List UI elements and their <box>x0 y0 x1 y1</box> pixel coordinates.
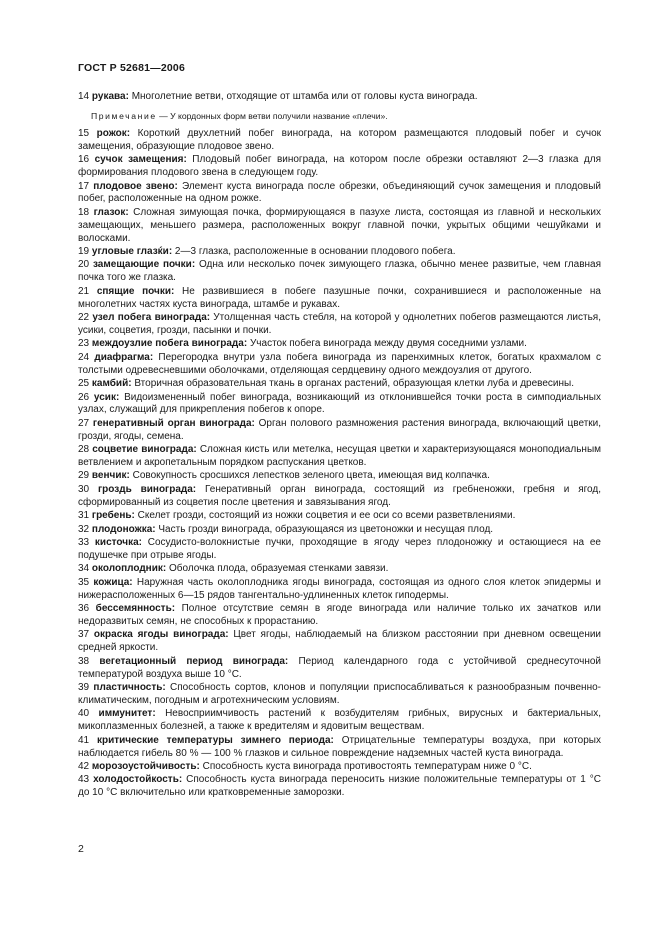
term-number: 36 <box>78 603 90 615</box>
term-number: 27 <box>78 417 90 429</box>
term-number: 41 <box>78 734 90 746</box>
document-body <box>78 91 601 801</box>
term-number: 15 <box>78 127 90 139</box>
term-definition: Способность сортов, клонов и популяции приспосабливаться к разнообразным почвенно-климатическим, погодным и агротехническим условиям. <box>78 681 601 706</box>
term-name: сучок замещения: <box>94 154 187 166</box>
term-entry <box>78 761 601 774</box>
term-definition: Сосудисто-волокнистые пучки, проходящие в ягоду через плодоножку и остающиеся на ее подушечке при отрыве ягоды. <box>78 537 601 561</box>
term-name: кожица: <box>93 576 133 588</box>
term-name: рукава: <box>91 91 129 102</box>
term-name: плодоножка: <box>91 523 156 535</box>
term-entry <box>78 537 601 563</box>
term-name: плодовое звено: <box>93 180 178 192</box>
term-name: спящие почки: <box>96 285 175 297</box>
term-entry <box>78 207 601 246</box>
term-number: 14 <box>78 91 90 102</box>
term-name: бессемянность: <box>95 603 176 615</box>
term-number: 23 <box>78 338 90 350</box>
term-definition: Генеративный орган винограда, состоящий из гребненожки, гребня и ягод, сформированный из соцветия после цветения и завязывания ягод. <box>78 483 602 508</box>
term-name: соцветие винограда: <box>92 444 197 456</box>
term-definition: Наружная часть околоплодника ягоды винограда, состоящая из одного слоя клеток эпидермы и нижерасположенных 6—15 рядов тангентально-удлиненных клеток гиподермы. <box>78 576 602 601</box>
term-entry <box>78 629 601 655</box>
term-entry <box>78 708 601 734</box>
term-entry <box>78 286 601 312</box>
term-name: венчик: <box>91 470 130 482</box>
term-number: 30 <box>78 483 90 495</box>
term-entry <box>78 524 601 537</box>
term-entry <box>78 735 601 761</box>
term-entry <box>78 259 601 285</box>
term-definition: Перегородка внутри узла побега винограда из паренхимных клеток, богатых крахмалом с толстыми одревесневшими оболочками, отделяющая сердцевину одного междоузлия от другого. <box>78 351 601 376</box>
term-name: холодостойкость: <box>93 774 183 786</box>
term-number: 40 <box>78 708 90 720</box>
term-name: гроздь винограда: <box>98 483 197 495</box>
term-definition: Способность куста винограда противостоять температурам ниже 0 °С. <box>199 760 532 772</box>
term-number: 32 <box>78 523 90 535</box>
term-definition: Отрицательные температуры воздуха, при которых наблюдается гибель 80 % — 100 % глазков и сильное повреждение надземных частей куста винограда. <box>78 734 601 759</box>
term-number: 34 <box>78 563 90 575</box>
term-definition: Цвет ягоды, наблюдаемый на близком расстоянии при дневном освещении средней яркости. <box>78 629 602 654</box>
term-entry <box>78 563 601 576</box>
term-definition: Многолетние ветви, отходящие от штамба или от головы куста винограда. <box>128 91 478 102</box>
term-name: узел побега винограда: <box>92 312 211 324</box>
term-number: 33 <box>78 537 90 548</box>
entry-slot-first <box>78 91 601 104</box>
term-definition: Участок побега винограда между двумя соседними узлами. <box>247 338 527 350</box>
term-name: критические температуры зимнего периода: <box>96 734 334 746</box>
term-definition: Сложная кисть или метелка, несущая цветки и характеризующаяся моноподиальным ветвлением и акропетальным порядком распускания цветков. <box>78 444 602 469</box>
term-entry <box>78 577 601 603</box>
term-entry <box>78 91 601 104</box>
term-number: 25 <box>78 378 90 390</box>
term-entry <box>78 774 601 800</box>
term-name: морозоустойчивость: <box>91 760 200 772</box>
term-definition: Короткий двухлетний побег винограда, на котором размещаются плодовый побег и сучок замещения, образующие плодовое звено. <box>78 127 602 152</box>
term-name: вегетационный период винограда: <box>99 655 289 667</box>
term-name: околоплодник: <box>91 563 167 575</box>
term-name: генеративный орган винограда: <box>92 417 255 429</box>
term-definition: Часть грозди винограда, образующаяся из цветоножки и несущая плод. <box>155 523 494 535</box>
term-number: 18 <box>78 206 90 218</box>
document-header-code: ГОСТ Р 52681—2006 <box>78 62 186 74</box>
term-definition: Не развившиеся в побеге пазушные почки, сохранившиеся и расположенные на многолетних частях куста винограда, штамбе и рукавах. <box>78 285 601 310</box>
term-number: 39 <box>78 681 90 693</box>
term-name: пластичность: <box>93 681 166 693</box>
term-entry <box>78 444 601 470</box>
term-definition: Утолщенная часть стебля, на которой у однолетних побегов размещаются листья, усики, соцветия, грозди, пасынки и почки. <box>78 312 601 336</box>
term-entry <box>78 603 601 629</box>
entry-list <box>78 128 601 800</box>
term-definition: Способность куста винограда переносить низкие положительные температуры от 1 °С до 10 °С включительно или кратковременные заморозки. <box>78 774 601 799</box>
term-name: гребень: <box>91 510 135 522</box>
term-entry <box>78 352 601 378</box>
term-definition: Совокупность сросшихся лепестков зеленого цвета, имеющая вид колпачка. <box>129 470 490 482</box>
note-text: — У кордонных форм ветви получили название «плечи». <box>156 110 388 121</box>
term-definition: Оболочка плода, образуемая стенками завязи. <box>166 563 389 575</box>
term-entry <box>78 312 601 338</box>
term-name: кисточка: <box>94 537 142 548</box>
term-entry <box>78 378 601 391</box>
term-name: замещающие почки: <box>92 259 196 271</box>
term-definition: Вторичная образовательная ткань в органах растений, образующая клетки луба и древесины. <box>131 378 575 390</box>
term-number: 29 <box>78 470 90 482</box>
term-number: 22 <box>78 312 90 324</box>
term-name: глазок: <box>93 206 129 218</box>
term-number: 37 <box>78 629 90 641</box>
term-number: 28 <box>78 444 90 456</box>
term-name: междоузлие побега винограда: <box>91 338 248 350</box>
term-definition: Плодовый побег винограда, на котором после обрезки оставляют 2—3 глазка для формирования плодового звена в следующем году. <box>78 154 602 179</box>
term-number: 20 <box>78 259 90 271</box>
term-entry <box>78 418 601 444</box>
term-number: 24 <box>78 351 90 363</box>
term-entry <box>78 181 601 207</box>
term-number: 26 <box>78 391 90 403</box>
term-definition: Орган полового размножения растения винограда, включающий цветки, грозди, ягоды, семена. <box>78 417 602 442</box>
term-name: усик: <box>93 391 120 403</box>
term-name: окраска ягоды винограда: <box>93 629 229 641</box>
term-number: 43 <box>78 774 90 786</box>
term-number: 35 <box>78 576 90 588</box>
term-name: рожок: <box>96 127 131 139</box>
term-number: 31 <box>78 510 90 522</box>
term-entry <box>78 510 601 523</box>
term-definition: Сложная зимующая почка, формирующаяся в пазухе листа, состоящая из главной и нескольких замещающих, меньшего размера, расположенных вокруг главной почки, укрытых общими чешуйками и волосками. <box>78 206 601 244</box>
term-name: диафрагма: <box>94 351 154 363</box>
term-entry <box>78 470 601 483</box>
page-number: 2 <box>78 843 84 855</box>
term-entry <box>78 392 601 418</box>
term-entry <box>78 484 601 510</box>
note <box>91 111 601 122</box>
term-entry <box>78 246 601 259</box>
term-name: камбий: <box>91 378 132 390</box>
term-number: 38 <box>78 655 90 667</box>
term-entry <box>78 338 601 351</box>
term-number: 21 <box>78 285 90 297</box>
term-number: 16 <box>78 154 90 166</box>
term-definition: Элемент куста винограда после обрезки, объединяющий сучок замещения и плодовый побег, расположенные на одном рожке. <box>78 180 602 205</box>
term-name: иммунитет: <box>98 708 156 720</box>
term-definition: Видоизмененный побег винограда, возникающий из отклонившейся точки роста в симподиальных узлах, служащий для прикрепления побегов к опоре. <box>78 391 601 416</box>
term-definition: Полное отсутствие семян в ягоде винограда или наличие только их зачатков или недоразвитых семян, не способных к прорастанию. <box>78 603 602 627</box>
term-definition: Период календарного года с устойчивой среднесуточной температурой воздуха выше 10 °С. <box>78 655 602 680</box>
term-entry <box>78 656 601 682</box>
term-definition: Одна или несколько почек зимующего глазка, обычно менее развитые, чем главная почка того же глазка. <box>78 259 601 284</box>
term-number: 19 <box>78 246 90 258</box>
term-definition: Невосприимчивость растений к возбудителям грибных, вирусных и бактериальных, микоплазменных болезней, а также к вредителям и ядовитым веществам. <box>78 708 602 733</box>
term-name: угловые глазќи: <box>91 246 173 258</box>
term-number: 42 <box>78 760 90 772</box>
term-entry <box>78 682 601 708</box>
term-definition: 2—3 глазка, расположенные в основании плодового побега. <box>172 246 456 258</box>
note-label: Примечание <box>91 110 157 121</box>
term-number: 17 <box>78 180 90 192</box>
term-definition: Скелет грозди, состоящий из ножки соцветия и ее оси со всеми разветвлениями. <box>134 510 516 522</box>
term-entry <box>78 154 601 180</box>
term-entry <box>78 128 601 154</box>
